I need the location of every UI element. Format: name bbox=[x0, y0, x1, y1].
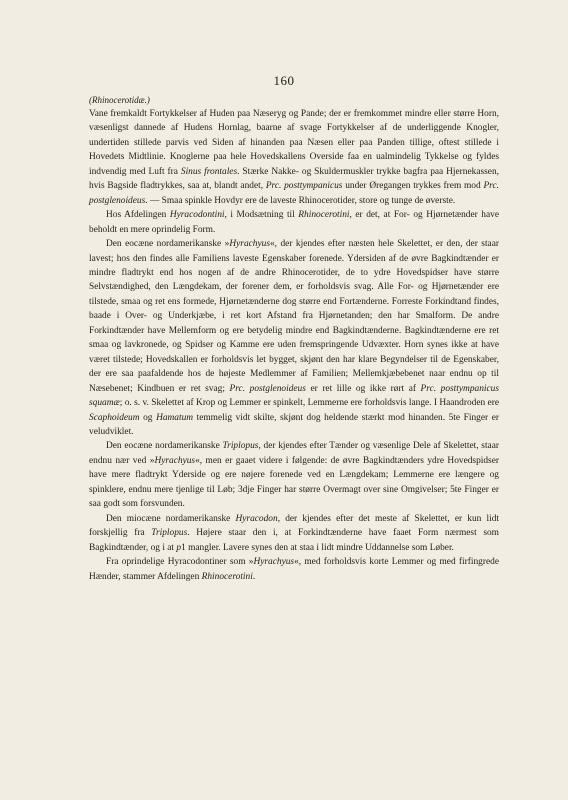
italic-term: Prc. postglenoideus bbox=[229, 383, 306, 394]
text-run: under Øregangen trykkes frem mod bbox=[342, 181, 484, 192]
italic-term: Rhinocerotini bbox=[201, 571, 253, 582]
text-run: . — Smaa spinkle Hovdyr ere de laveste Rhinocerotider, store og tunge de øverste. bbox=[145, 195, 456, 206]
italic-term: Triplopus bbox=[151, 528, 188, 539]
text-run: , der kjendes efter Tænder og væsenlige Dele af Skelettet, staar endnu nær ved » bbox=[89, 441, 499, 466]
text-run: Den miocæne nordamerikanske bbox=[106, 513, 236, 524]
text-run: . Højere staar den i, at Forkindtænderne have faaet Form nærmest som Bagkindtænder, og i at bbox=[89, 528, 499, 553]
text-run: temmelig vidt skilte, skjønt dog heldende stærkt mod hinanden. 5te Finger er veludviklet. bbox=[89, 412, 500, 437]
text-run: ; o. s. v. Skelettet af Krop og Lemmer er spinkelt, Lemmerne ere forholdsvis lange. I Haandroden ere bbox=[119, 398, 499, 409]
italic-term: Prc. posttympanicus squamæ bbox=[89, 383, 499, 409]
italic-term: Triplopus bbox=[222, 441, 259, 452]
text-run: . Stærke Nakke- og Skuldermuskler trykke bagfra paa Hjernekassen, hvis Bagside fladtrykkes, saa at, blandt andet, bbox=[89, 166, 499, 192]
body-text bbox=[89, 93, 499, 584]
italic-term: Hyrachyus bbox=[229, 239, 270, 250]
text-run: Hos Afdelingen bbox=[106, 210, 170, 221]
italic-term: p bbox=[176, 542, 182, 553]
italic-term: Rhinocerotini bbox=[298, 210, 350, 221]
italic-term: Scaphoideum bbox=[89, 412, 140, 423]
text-run: 1 mangler. Lavere synes den at staa i lidt mindre Uddannelse som Løber. bbox=[181, 542, 454, 553]
italic-term: Prc. postglenoideus bbox=[89, 181, 499, 206]
italic-term: Hyrachyus bbox=[154, 455, 196, 466]
text-run: «, med forholdsvis korte Lemmer og med firfingrede Hænder, stammer Afdelingen bbox=[89, 557, 499, 582]
text-run: , der kjendes efter det meste af Skelettet, er kun lidt forskjellig fra bbox=[89, 513, 499, 539]
italic-term: Hyracodontini bbox=[169, 210, 225, 221]
paragraph bbox=[89, 237, 499, 439]
paragraph-list bbox=[89, 107, 499, 584]
text-run: «, men er gaaet videre i følgende: de øvre Bagkindtænders ydre Hovedspidser have mere fladtrykt Yderside og ere nøjere forenede ved en Længdekam; Lemmerne ere længere og spinklere, endnu mere tjenlige til Løb; 3dje Finger har større Overmagt over sine Omgivelser; 5te Finger er saa godt som forsvunden. bbox=[89, 455, 499, 510]
text-run: «, der kjendes efter næsten hele Skelettet, er den, der staar lavest; hos den findes alle Familiens laveste Egenskaber forenede. Ydersiden af de øvre Bagkindtænder er mindre fladtrykt end hos nogen af de andre Rhinocerotider, de to ydre Hovedspidser have større Selvstændighed, den Længdekam, der forener dem, er forholdsvis svag. Alle For- og Hjørnetænder ere tilstede, smaa og ret ens formede, Hjørnetænderne dog større end Fortænderne. Forreste Forkindtand findes, baade i Over- og Underkjæbe, i ret kort Afstand fra Hjørnetanden; den har Smalform. De andre Forkindtænder have Mellemform og ere betydelig mindre end Bagkindtænderne. Bagkindtænderne ere ret smaa og lavkronede, og Spidser og Kamme ere uden fremspringende Udvæxter. Horn synes ikke at have været tilstede; Hovedskallen er forholdsvis let bygget, skjønt den har klare Begyndelser til de Egenskaber, der ere saa paafaldende hos de højeste Medlemmer af Familien; Mellemkjæbebenet naar endnu op til Næsebenet; Kindbuen er ret svag; bbox=[89, 239, 499, 394]
paragraph bbox=[89, 439, 499, 511]
text-run: er ret lille og ikke rørt af bbox=[305, 383, 421, 394]
italic-term: Sinus frontales bbox=[180, 166, 238, 177]
text-run: Fra oprindelige Hyracodontiner som » bbox=[106, 557, 254, 568]
text-run: og bbox=[139, 412, 157, 423]
italic-term: Hyrachyus bbox=[253, 557, 295, 568]
text-run: , er det, at For- og Hjørnetænder have beholdt en mere oprindelig Form. bbox=[89, 210, 499, 235]
text-run: Vane fremkaldt Fortykkelser af Huden paa Næseryg og Pande; der er fremkommet mindre eller større Horn, væsenligst dannede af Hudens Hornlag, baarne af svage Fortykkelser af de underliggende Knogler, undertiden stillede parvis ved Siden af hinanden paa Næsen eller paa Panden tillige, oftest stillede i Hovedets Midtlinie. Knoglerne paa hele Hovedskallens Overside faa en ualmindelig Tykkelse og fyldes indvendig med Luft fra bbox=[89, 109, 499, 177]
section-label: (Rhinocerotidæ.) bbox=[89, 95, 150, 105]
italic-term: Prc. posttympanicus bbox=[265, 181, 343, 192]
page-number: 160 bbox=[273, 73, 295, 88]
text-run: . bbox=[252, 571, 256, 582]
paragraph bbox=[89, 555, 499, 584]
paragraph bbox=[89, 107, 499, 208]
italic-term: Hamatum bbox=[156, 412, 194, 423]
italic-term: Hyracodon bbox=[235, 513, 278, 524]
paragraph bbox=[89, 512, 499, 555]
paragraph bbox=[89, 208, 499, 237]
text-run: Den eocæne nordamerikanske bbox=[106, 441, 223, 452]
text-run: , i Modsætning til bbox=[224, 210, 299, 221]
text-run: Den eocæne nordamerikanske » bbox=[106, 239, 230, 250]
